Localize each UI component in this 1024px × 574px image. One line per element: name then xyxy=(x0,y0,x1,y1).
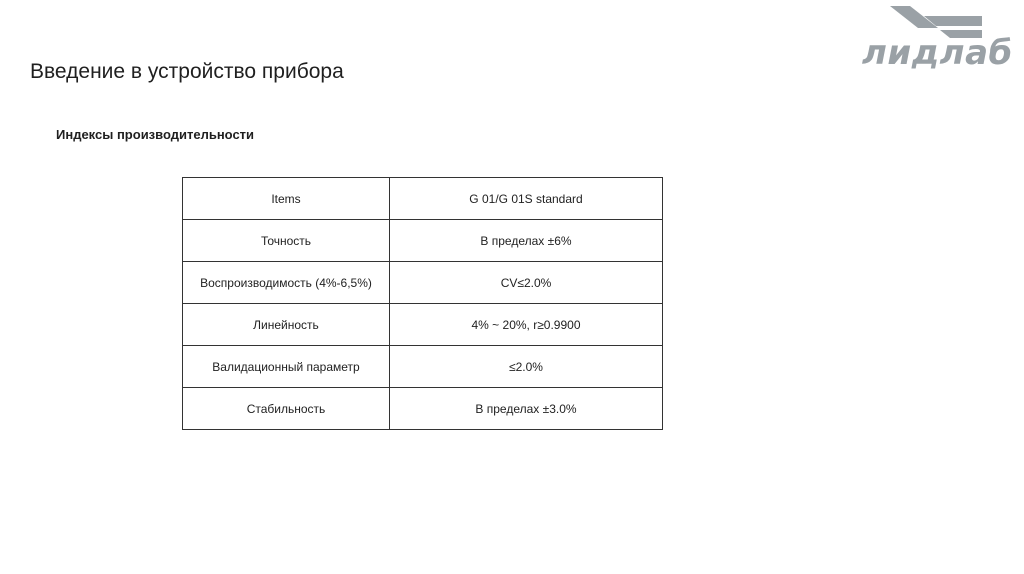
table-row xyxy=(183,178,663,220)
table-cell-name: Items xyxy=(183,178,390,220)
table-cell-value: CV≤2.0% xyxy=(390,262,663,304)
table-cell-value: ≤2.0% xyxy=(390,346,663,388)
section-subtitle: Индексы производительности xyxy=(56,127,255,142)
table-cell-value: G 01/G 01S standard xyxy=(390,178,663,220)
table-row xyxy=(183,220,663,262)
company-logo xyxy=(858,4,1018,74)
table-cell-name: Воспроизводимость (4%-6,5%) xyxy=(183,262,390,304)
table-row xyxy=(183,304,663,346)
logo-text: лидлаб xyxy=(862,33,1013,73)
table-cell-value: В пределах ±3.0% xyxy=(390,388,663,430)
performance-table xyxy=(182,177,663,430)
table-row xyxy=(183,346,663,388)
table-cell-value: В пределах ±6% xyxy=(390,220,663,262)
table-cell-name: Точность xyxy=(183,220,390,262)
table-cell-name: Стабильность xyxy=(183,388,390,430)
table-cell-name: Валидационный параметр xyxy=(183,346,390,388)
table-row xyxy=(183,262,663,304)
page-title: Введение в устройство прибора xyxy=(30,60,344,83)
table-row xyxy=(183,388,663,430)
table-cell-value: 4% ~ 20%, r≥0.9900 xyxy=(390,304,663,346)
table-cell-name: Линейность xyxy=(183,304,390,346)
